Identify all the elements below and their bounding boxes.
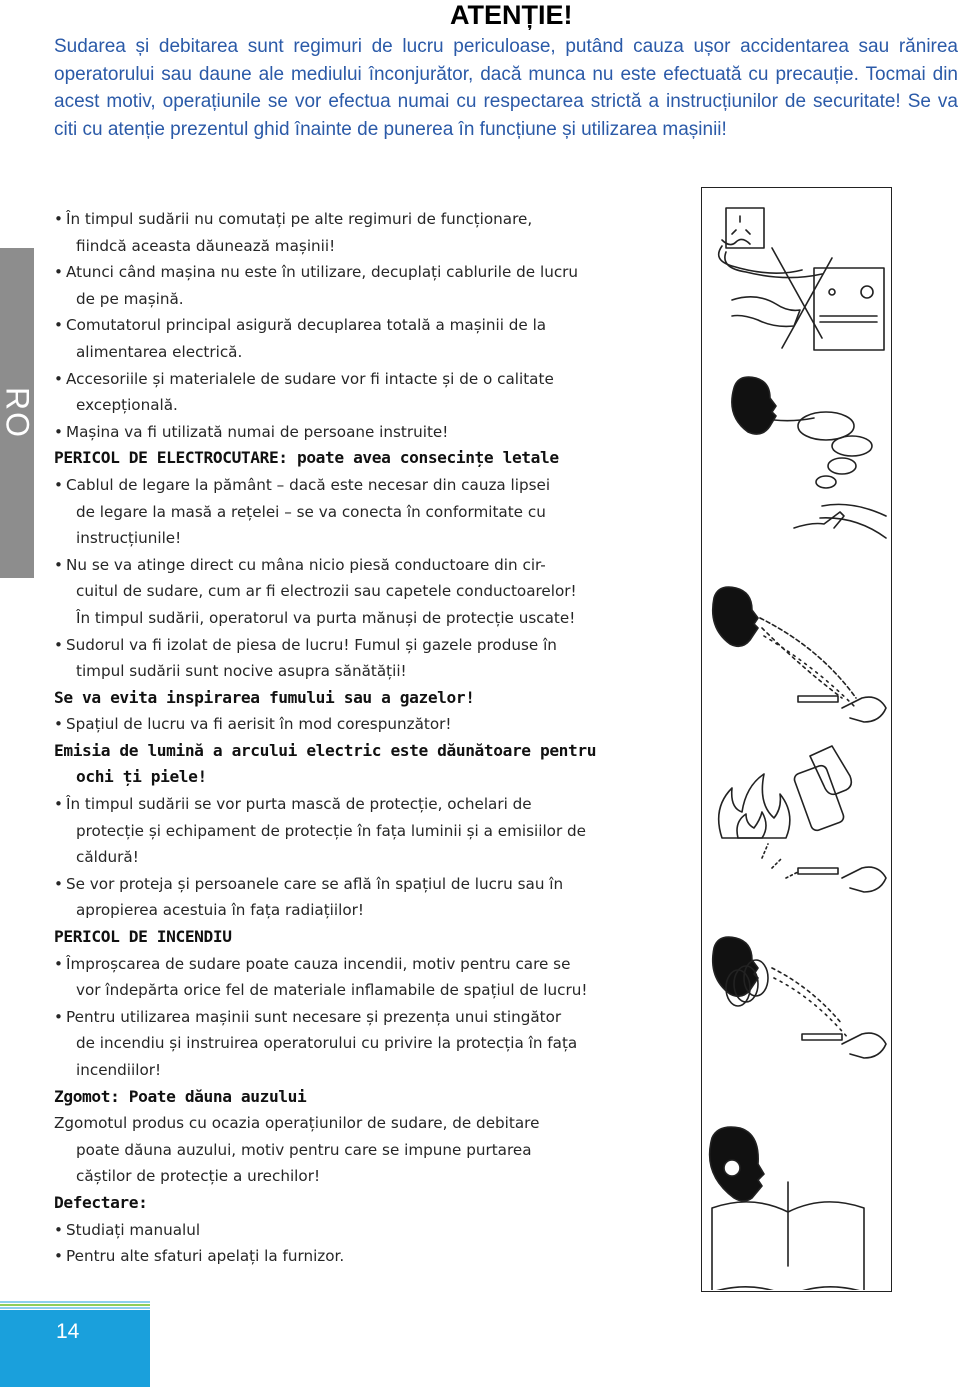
line-text: Defectare: <box>54 1192 148 1212</box>
bullet-icon: • <box>54 555 63 574</box>
line-text: apropierea acestuia în fața radiațiilor! <box>76 901 364 920</box>
bullet-icon: • <box>54 475 63 494</box>
line-text: Mașina va fi utilizată numai de persoane instruite! <box>66 422 449 441</box>
fume-inhalation-icon <box>713 587 886 722</box>
line-text: alimentarea electrică. <box>76 342 243 361</box>
bullet-item <box>54 951 654 978</box>
line-text: Nu se va atinge direct cu mâna nicio piesă conductoare din cir- <box>66 555 546 574</box>
paragraph-line <box>54 1110 654 1137</box>
bullet-continuation <box>54 897 654 924</box>
line-text: Accesoriile și materialele de sudare vor fi intacte și de o calitate <box>66 369 554 388</box>
line-text: În timpul sudării se vor purta mască de protecție, ochelari de <box>66 795 532 814</box>
line-text: Spațiul de lucru va fi aerisit în mod corespunzător! <box>66 715 452 734</box>
bullet-continuation <box>54 1137 654 1164</box>
line-text: Sudorul va fi izolat de piesa de lucru! Fumul și gazele produse în <box>66 635 557 654</box>
line-text: Studiați manualul <box>66 1220 201 1239</box>
line-text: PERICOL DE INCENDIU <box>54 927 232 947</box>
line-text: de pe mașină. <box>76 289 184 308</box>
intro-paragraph: Sudarea și debitarea sunt regimuri de lucru periculoase, putând cauza ușor accidentarea sau rănirea operatorului sau daune ale mediului înconjurător, dacă munca nu este efectuată cu precauție. Tocmai din acest motiv, operațiunile se vor efectua numai cu respectarea strictă a instrucțiunilor de securitate! Se va citi cu atenție prezentul ghid înainte de punerea în funcțiune și utilizarea mașinii! <box>54 36 958 140</box>
line-text: Se vor proteja și persoanele care se află în spațiul de lucru sau în <box>66 874 564 893</box>
line-text: de incendiu și instruirea operatorului cu privire la protecția în fața <box>76 1034 578 1053</box>
language-tab <box>0 248 34 578</box>
bullet-item <box>54 871 654 898</box>
line-text: incendiilor! <box>76 1061 162 1079</box>
bullet-item <box>54 552 654 579</box>
bullet-icon: • <box>54 1007 63 1026</box>
bullet-icon: • <box>54 263 63 282</box>
bullet-item <box>54 632 654 659</box>
bullet-continuation <box>54 339 654 366</box>
line-text: Pentru utilizarea mașinii sunt necesare și prezența unui stingător <box>66 1007 562 1026</box>
bullet-icon: • <box>54 1220 63 1239</box>
line-text: vor îndepărta orice fel de materiale inflamabile de spațiul de lucru! <box>76 981 588 1000</box>
bullet-item <box>54 1243 654 1270</box>
head-breath-icon <box>732 377 886 538</box>
line-text: Împroșcarea de sudare poate cauza incendii, motiv pentru care se <box>66 954 571 973</box>
face-shield-icon <box>713 937 886 1058</box>
bullet-item <box>54 206 654 233</box>
line-text: căștilor de protecție a urechilor! <box>76 1167 321 1186</box>
line-text: excepțională. <box>76 396 178 415</box>
bullet-icon: • <box>54 210 63 228</box>
bullet-item <box>54 366 654 393</box>
safety-illustrations <box>701 187 892 1292</box>
page-number-box <box>0 1310 150 1387</box>
line-text: Pentru alte sfaturi apelați la furnizor. <box>66 1247 345 1266</box>
bullet-continuation <box>54 977 654 1004</box>
safety-instructions <box>54 206 654 1270</box>
bullet-continuation <box>54 1030 654 1057</box>
bullet-item <box>54 419 654 446</box>
bullet-continuation <box>54 578 654 605</box>
socket-machine-icon <box>719 208 884 350</box>
line-text: PERICOL DE ELECTROCUTARE: poate avea consecințe letale <box>54 448 559 468</box>
page-title: ATENȚIE! <box>450 0 573 30</box>
bullet-icon: • <box>54 715 63 734</box>
bullet-continuation <box>54 233 654 260</box>
section-heading <box>54 764 654 791</box>
line-text: cuitul de sudare, cum ar fi electrozii sau capetele conductoarelor! <box>76 582 577 601</box>
bullet-continuation <box>54 658 654 685</box>
line-text: de legare la masă a rețelei – se va conecta în conformitate cu <box>76 502 546 521</box>
line-text: Atunci când mașina nu este în utilizare, decuplați cablurile de lucru <box>66 263 579 282</box>
bullet-icon: • <box>54 795 63 814</box>
bullet-item <box>54 711 654 738</box>
bullet-item <box>54 259 654 286</box>
bullet-icon: • <box>54 954 63 973</box>
section-heading <box>54 924 654 951</box>
bullet-item <box>54 791 654 818</box>
line-text: timpul sudării sunt nocive asupra sănătății! <box>76 662 407 681</box>
line-text: Cablul de legare la pământ – dacă este necesar din cauza lipsei <box>66 475 551 494</box>
language-label: RO <box>0 387 36 439</box>
bullet-icon: • <box>54 316 63 335</box>
bullet-item <box>54 472 654 499</box>
line-text: Se va evita inspirarea fumului sau a gazelor! <box>54 687 475 707</box>
bullet-continuation <box>54 1163 654 1190</box>
line-text: protecție și echipament de protecție în fața luminii și a emisiilor de <box>76 821 587 840</box>
bullet-continuation <box>54 525 654 552</box>
bullet-continuation <box>54 605 654 632</box>
fire-hazard-icon <box>719 746 886 892</box>
section-heading <box>54 1084 654 1111</box>
line-text: Zgomot: Poate dăuna auzului <box>54 1086 307 1106</box>
section-heading <box>54 738 654 765</box>
line-text: instrucțiunile! <box>76 529 182 548</box>
line-text: În timpul sudării nu comutați pe alte regimuri de funcționare, <box>66 210 533 228</box>
bullet-continuation <box>54 499 654 526</box>
line-text: În timpul sudării, operatorul va purta mănuși de protecție uscate! <box>76 608 576 627</box>
section-heading <box>54 1190 654 1217</box>
bullet-icon: • <box>54 635 63 654</box>
ear-protection-icon <box>710 1127 764 1201</box>
section-heading <box>54 685 654 712</box>
page-number: 14 <box>56 1320 80 1343</box>
bullet-continuation <box>54 1057 654 1084</box>
bullet-icon: • <box>54 1247 63 1266</box>
bullet-continuation <box>54 286 654 313</box>
bullet-continuation <box>54 392 654 419</box>
line-text: căldură! <box>76 848 139 867</box>
line-text: Emisia de lumină a arcului electric este dăunătoare pentru <box>54 740 597 760</box>
line-text: poate dăuna auzului, motiv pentru care se impune purtarea <box>76 1140 532 1159</box>
line-text: Zgomotul produs cu ocazia operațiunilor de sudare, de debitare <box>54 1114 540 1133</box>
bullet-icon: • <box>54 874 63 893</box>
bullet-item <box>54 312 654 339</box>
bullet-icon: • <box>54 369 63 388</box>
line-text: ochi ți piele! <box>76 767 207 787</box>
bullet-item <box>54 1217 654 1244</box>
bullet-continuation <box>54 844 654 871</box>
bullet-icon: • <box>54 422 63 441</box>
section-heading <box>54 445 654 472</box>
line-text: fiindcă aceasta dăunează mașinii! <box>76 236 336 255</box>
line-text: Comutatorul principal asigură decuplarea totală a mașinii de la <box>66 316 547 335</box>
bullet-item <box>54 1004 654 1031</box>
illustration-strip <box>702 188 890 1290</box>
bullet-continuation <box>54 818 654 845</box>
